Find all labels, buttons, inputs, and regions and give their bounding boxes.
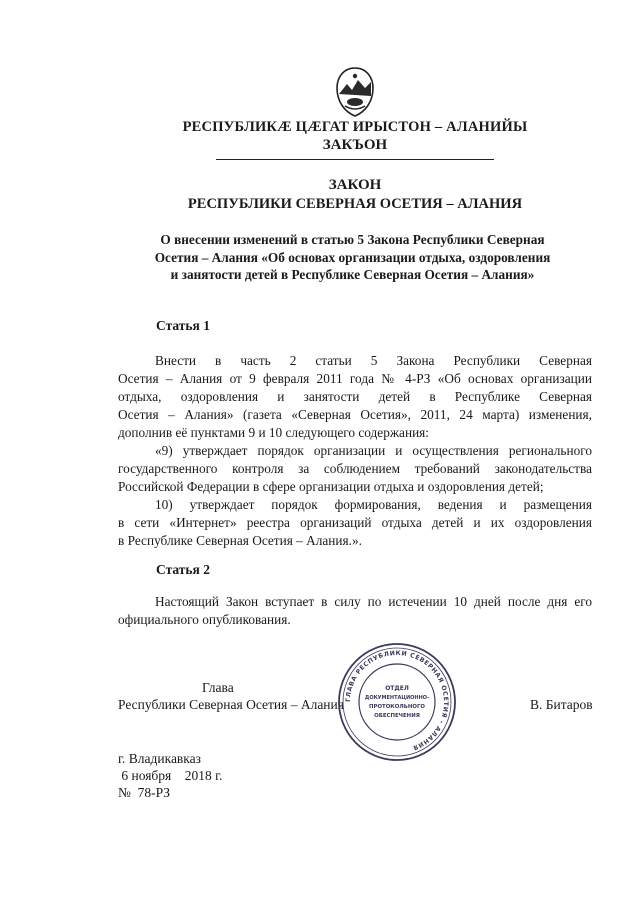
signatory-name: В. Битаров — [530, 697, 593, 712]
signatory-title: Глава — [202, 680, 234, 695]
article-1-text — [118, 352, 592, 550]
place-of-signing: г. Владикавказ — [118, 751, 201, 766]
official-seal-icon — [336, 641, 458, 763]
law-subject-line: Осетия – Алания «Об основах организации отдыха, оздоровления — [154, 249, 551, 265]
text-line: официального опубликования. — [118, 612, 291, 627]
header-ossetian-title: РЕСПУБЛИКÆ ЦÆГАТ ИРЫСТОН – АЛАНИЙЫ — [182, 119, 528, 135]
article-1-heading: Статья 1 — [156, 318, 210, 333]
law-number: № 78-РЗ — [118, 785, 171, 800]
header-russian-title: РЕСПУБЛИКИ СЕВЕРНАЯ ОСЕТИЯ – АЛАНИЯ — [187, 196, 523, 212]
law-subject — [120, 231, 585, 284]
seal-inner-line: ОБЕСПЕЧЕНИЯ — [374, 713, 420, 719]
text-line: Российской Федерации в сфере организации отдыха и оздоровления детей; — [118, 479, 544, 494]
text-line: Настоящий Закон вступает в силу по истечении 10 дней после дня его — [155, 594, 592, 609]
article-2-text — [118, 593, 592, 629]
text-line: отдыха, оздоровления и занятости детей в Республике Северная — [118, 389, 592, 404]
text-line: «9) утверждает порядок организации и осуществления регионального — [155, 443, 592, 458]
seal-inner-line: ДОКУМЕНТАЦИОННО- — [364, 695, 430, 701]
seal-inner-line: ОТДЕЛ — [385, 685, 409, 692]
text-line: в Республике Северная Осетия – Алания.». — [118, 533, 362, 548]
header-divider — [216, 159, 494, 160]
text-line: государственного контроля за соблюдением требований законодательства — [118, 461, 592, 476]
date-of-signing: 6 ноября 2018 г. — [118, 768, 223, 783]
text-line: дополнив её пунктами 9 и 10 следующего содержания: — [118, 425, 429, 440]
signatory-organization: Республики Северная Осетия – Алания — [118, 697, 344, 712]
text-line: Осетия – Алания от 9 февраля 2011 года № 4-РЗ «Об основах организации — [118, 371, 592, 386]
seal-inner-line: ПРОТОКОЛЬНОГО — [369, 704, 425, 710]
law-subject-line: О внесении изменений в статью 5 Закона Республики Северная — [160, 232, 545, 247]
text-line: Осетия – Алания» (газета «Северная Осетия», 2011, 24 марта) изменения, — [118, 407, 592, 422]
law-subject-line: и занятости детей в Республике Северная Осетия – Алания» — [170, 267, 535, 282]
document-footer — [118, 750, 223, 801]
header-ossetian-doc-type: ЗАКЪОН — [322, 137, 388, 153]
text-line: 10) утверждает порядок формирования, ведения и размещения — [155, 497, 592, 512]
text-line: Внести в часть 2 статьи 5 Закона Республики Северная — [155, 353, 592, 368]
text-line: в сети «Интернет» реестра организаций отдыха детей и их оздоровления — [118, 515, 592, 530]
seal-outer-text: ГЛАВА РЕСПУБЛИКИ СЕВЕРНАЯ ОСЕТИЯ – АЛАНИЯ — [344, 649, 450, 752]
coat-of-arms-icon — [333, 66, 377, 118]
header-russian-doc-type: ЗАКОН — [328, 177, 382, 193]
article-2-heading: Статья 2 — [156, 562, 210, 577]
